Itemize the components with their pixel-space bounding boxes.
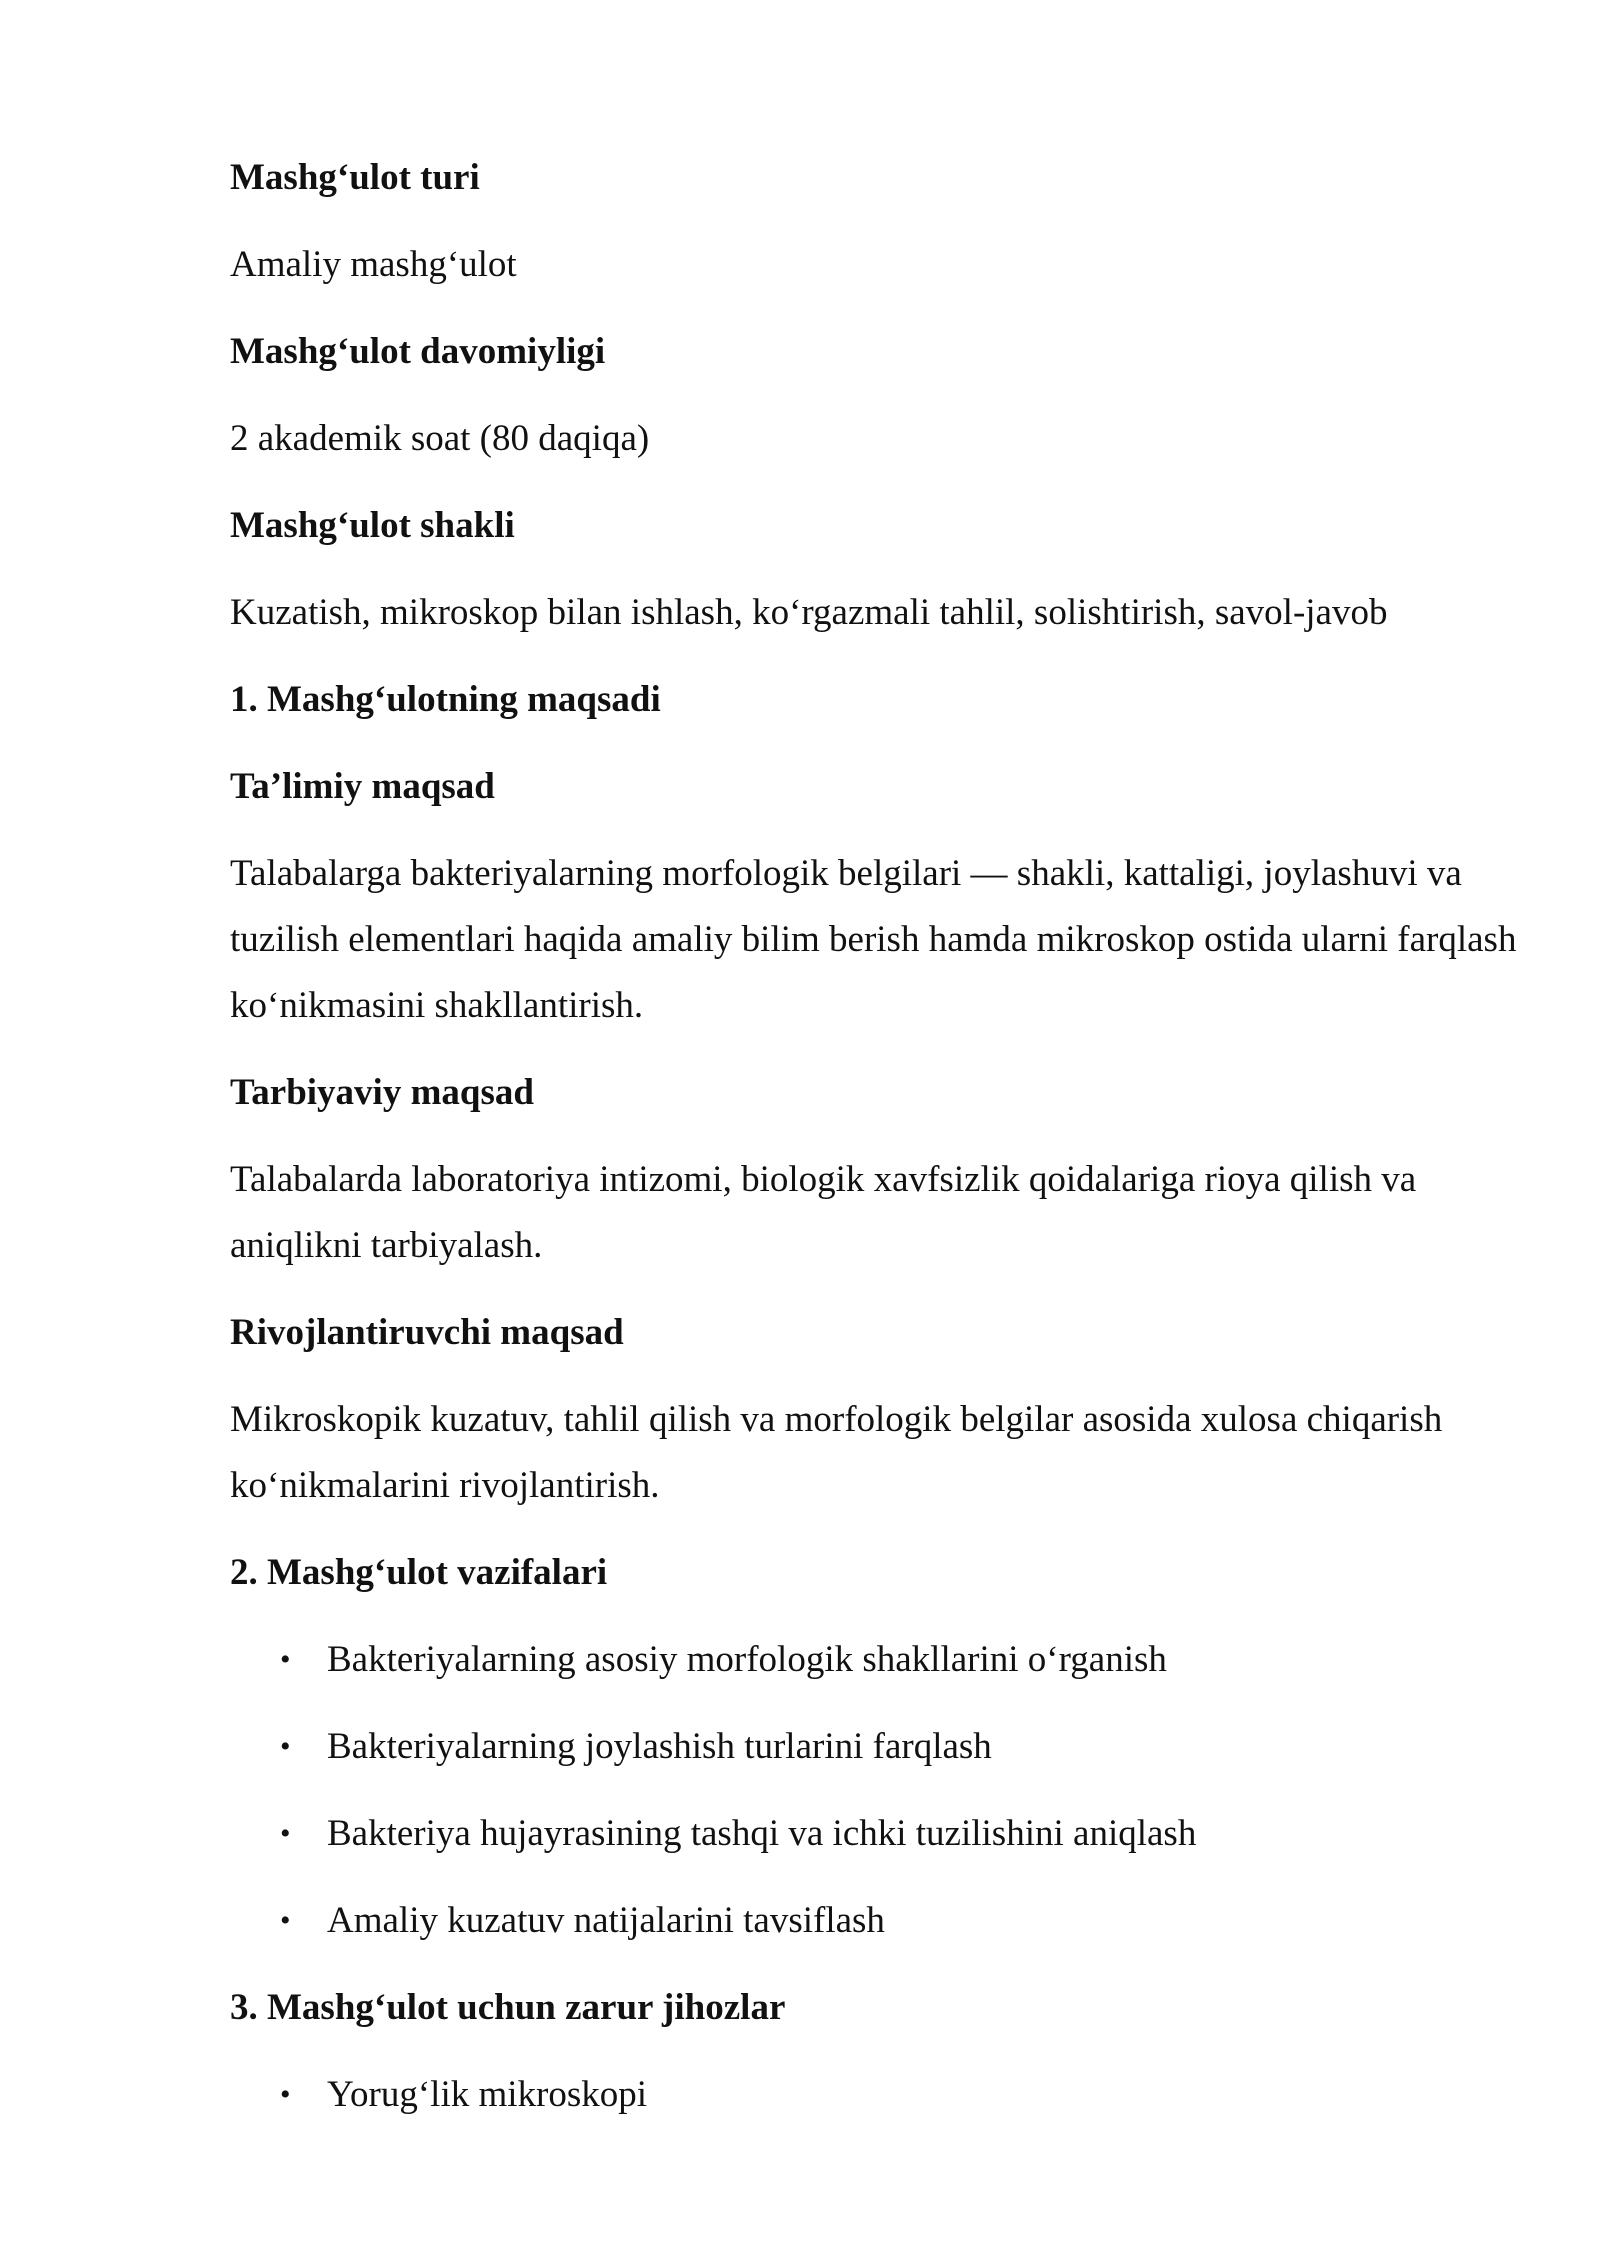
- bullet-icon: •: [280, 1904, 291, 1937]
- educational-goal-text: Talabalarga bakteriyalarning morfologik belgilari — shakli, kattaligi, joylashuvi va tuzilish elementlari haqida amaliy bilim berish hamda mikroskop ostida ularni farqlash ko‘nikmasini shakllantirish.: [230, 853, 1517, 1026]
- lesson-duration-value: 2 akademik soat (80 daqiqa): [230, 418, 650, 459]
- lesson-duration-heading: Mashg‘ulot davomiyligi: [230, 331, 606, 372]
- lesson-form-heading: Mashg‘ulot shakli: [230, 505, 515, 546]
- list-item: [230, 1801, 1520, 1867]
- lesson-type-heading: Mashg‘ulot turi: [230, 157, 480, 198]
- bullet-icon: •: [280, 1817, 291, 1850]
- bullet-icon: •: [280, 1643, 291, 1676]
- equipment-list: [230, 2062, 1520, 2128]
- list-item-text: Amaliy kuzatuv natijalarini tavsiflash: [327, 1900, 885, 1941]
- list-item: [230, 2062, 1520, 2128]
- section-1-heading: 1. Mashg‘ulotning maqsadi: [230, 679, 661, 720]
- upbringing-goal-heading: Tarbiyaviy maqsad: [230, 1072, 534, 1113]
- tasks-list: [230, 1627, 1520, 1954]
- document-page: [230, 145, 1520, 2149]
- lesson-type-value: Amaliy mashg‘ulot: [230, 244, 517, 285]
- list-item-text: Bakteriyalarning asosiy morfologik shakllarini o‘rganish: [327, 1639, 1167, 1680]
- developmental-goal-heading: Rivojlantiruvchi maqsad: [230, 1312, 624, 1353]
- bullet-icon: •: [280, 2078, 291, 2111]
- list-item: [230, 1627, 1520, 1693]
- educational-goal-heading: Ta’limiy maqsad: [230, 766, 495, 807]
- upbringing-goal-text: Talabalarda laboratoriya intizomi, biologik xavfsizlik qoidalariga rioya qilish va aniqlikni tarbiyalash.: [230, 1159, 1417, 1266]
- lesson-form-value: Kuzatish, mikroskop bilan ishlash, ko‘rgazmali tahlil, solishtirish, savol-javob: [230, 592, 1388, 633]
- list-item: [230, 1888, 1520, 1954]
- list-item-text: Bakteriyalarning joylashish turlarini farqlash: [327, 1726, 992, 1767]
- section-2-heading: 2. Mashg‘ulot vazifalari: [230, 1552, 608, 1593]
- developmental-goal-text: Mikroskopik kuzatuv, tahlil qilish va morfologik belgilar asosida xulosa chiqarish ko‘nikmalarini rivojlantirish.: [230, 1399, 1443, 1506]
- bullet-icon: •: [280, 1730, 291, 1763]
- section-3-heading: 3. Mashg‘ulot uchun zarur jihozlar: [230, 1987, 786, 2028]
- list-item-text: Yorug‘lik mikroskopi: [327, 2074, 648, 2115]
- list-item-text: Bakteriya hujayrasining tashqi va ichki tuzilishini aniqlash: [327, 1813, 1197, 1854]
- list-item: [230, 1714, 1520, 1780]
